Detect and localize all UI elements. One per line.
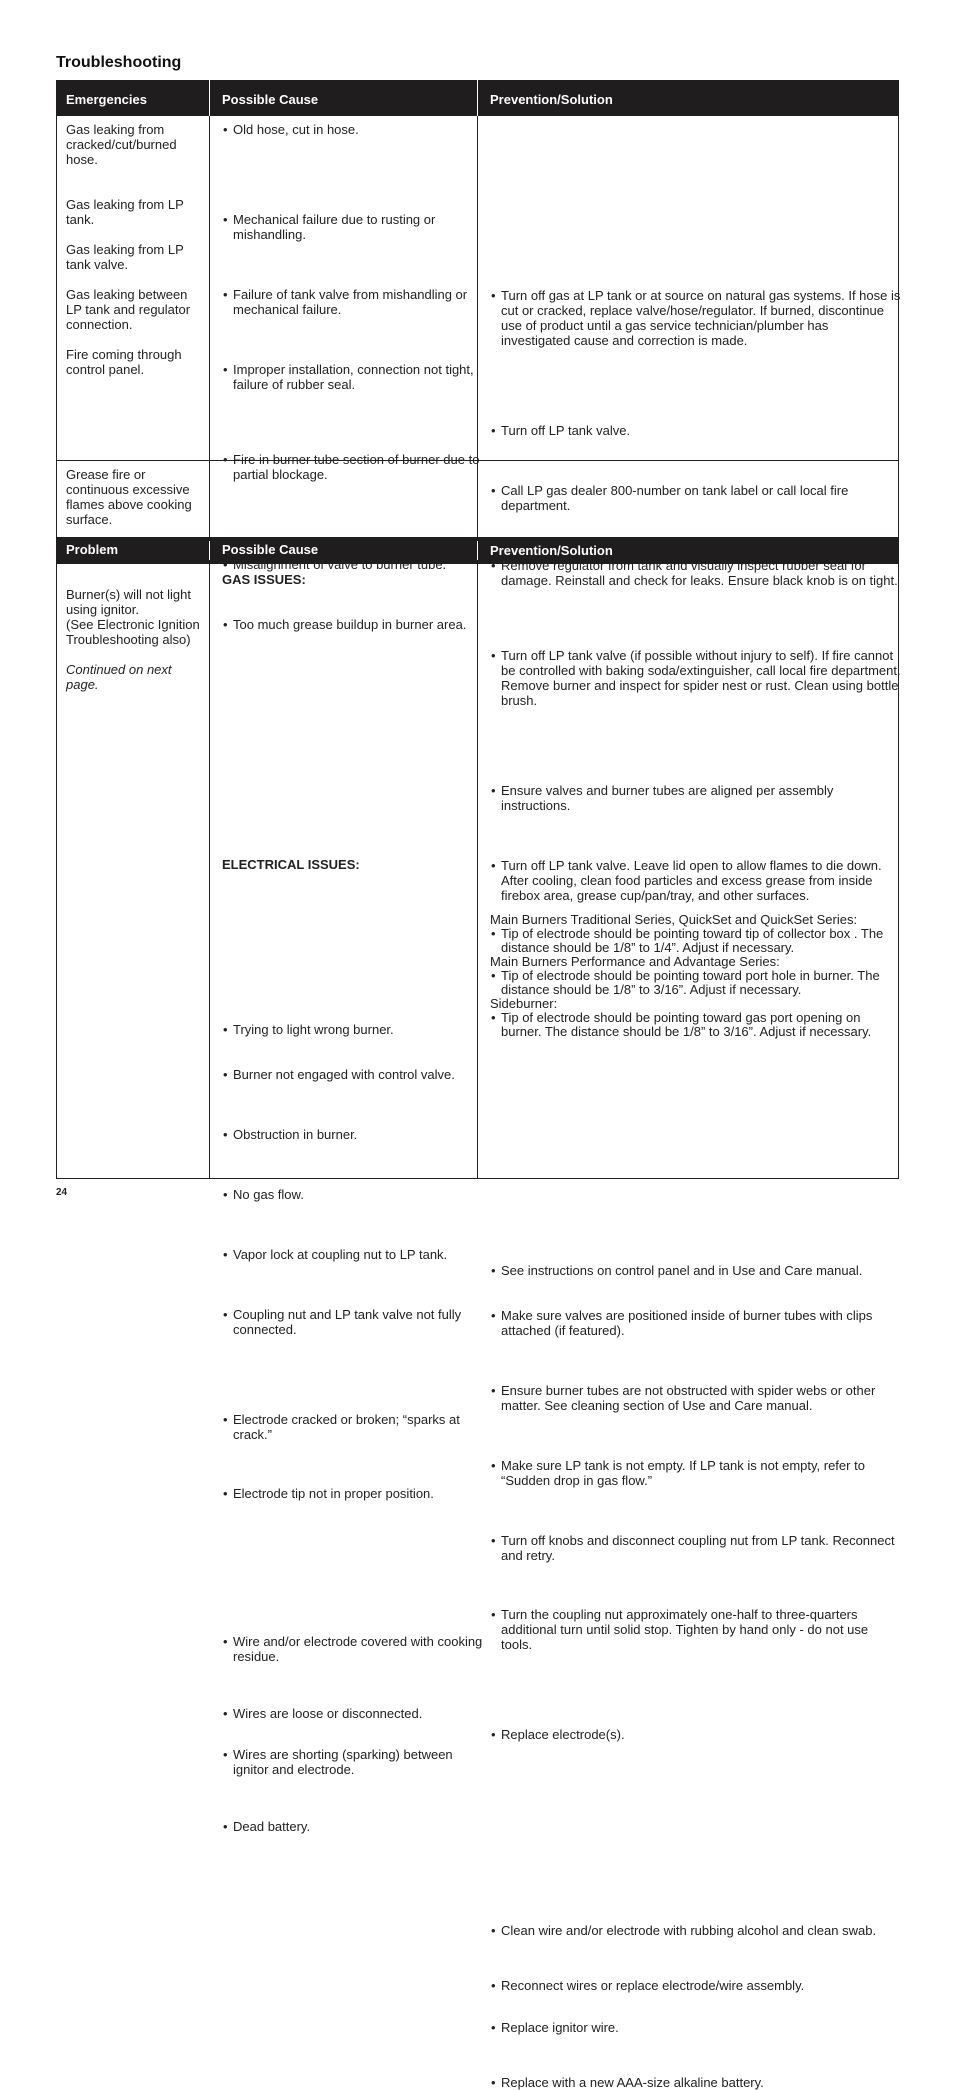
cause-item: • No gas flow.: [222, 1187, 485, 1202]
emergency-item: Grease fire or continuous excessive flames above cooking surface.: [66, 467, 192, 527]
header-possible-cause: Possible Cause: [222, 92, 319, 107]
solution-item: • Ensure valves and burner tubes are aligned per assembly instructions.: [490, 783, 901, 813]
header-prevention-solution: Prevention/Solution: [490, 543, 613, 558]
emergency-item: Gas leaking from cracked/cut/burned hose.: [66, 122, 177, 167]
cause-item: • Wire and/or electrode covered with cooking residue.: [222, 1634, 485, 1664]
solution-item: • Turn off LP tank valve.: [490, 423, 901, 438]
header-possible-cause: Possible Cause: [222, 542, 319, 557]
header-emergencies: Emergencies: [66, 92, 147, 107]
series-heading: Main Burners Performance and Advantage Series:: [490, 954, 780, 969]
header-prevention-solution: Prevention/Solution: [490, 92, 613, 107]
emergency-item: Gas leaking between LP tank and regulator connection.: [66, 287, 191, 332]
cause-item: • Misalignment of valve to burner tube.: [222, 557, 485, 572]
electrical-issues-heading: ELECTRICAL ISSUES:: [222, 857, 360, 872]
series-heading: Sideburner:: [490, 996, 558, 1011]
cause-item: • Mechanical failure due to rusting or mishandling.: [222, 212, 485, 242]
header-problem: Problem: [66, 542, 119, 557]
header-separator: [209, 80, 210, 116]
cause-item: • Burner not engaged with control valve.: [222, 1067, 485, 1082]
cause-item: • Electrode cracked or broken; “sparks at crack.”: [222, 1412, 485, 1442]
solution-item: • Tip of electrode should be pointing toward tip of collector box . The distance should be 1/8” to 1/4”. Adjust if necessary.: [490, 927, 890, 955]
solution-item: • Turn the coupling nut approximately one-half to three-quarters additional turn until solid stop. Tighten by hand only - do not use tools.: [490, 1607, 901, 1652]
solution-item: • See instructions on control panel and in Use and Care manual.: [490, 1263, 901, 1278]
problem-note: (See Electronic Ignition Troubleshooting also): [66, 617, 200, 647]
header-separator: [209, 541, 210, 560]
cause-item: • Coupling nut and LP tank valve not fully connected.: [222, 1307, 485, 1337]
electrode-position-instructions: [490, 913, 890, 1039]
page-number: 24: [56, 1187, 68, 1198]
column-divider: [209, 80, 210, 1179]
cause-item: • Vapor lock at coupling nut to LP tank.: [222, 1247, 485, 1262]
solution-item: • Turn off gas at LP tank or at source on natural gas systems. If hose is cut or cracked, replace valve/hose/regulator. If burned, discontinue use of product until a gas service technician/plumber has investigated cause and correction is made.: [490, 288, 901, 348]
page-title: Troubleshooting: [56, 54, 182, 71]
table-border-left: [56, 80, 57, 1179]
emergency-item: Gas leaking from LP tank valve.: [66, 242, 184, 272]
solution-item: • Reconnect wires or replace electrode/wire assembly.: [490, 1978, 901, 1993]
cause-item: • Too much grease buildup in burner area.: [222, 617, 485, 632]
solution-item: • Clean wire and/or electrode with rubbing alcohol and clean swab.: [490, 1923, 901, 1938]
solution-item: • Call LP gas dealer 800-number on tank label or call local fire department.: [490, 483, 901, 513]
cause-item: • Dead battery.: [222, 1819, 485, 1834]
table-border-bottom: [56, 1178, 899, 1179]
cause-item: • Improper installation, connection not tight, failure of rubber seal.: [222, 362, 485, 392]
problem-item: Burner(s) will not light using ignitor.: [66, 587, 191, 617]
cause-item: • Failure of tank valve from mishandling or mechanical failure.: [222, 287, 485, 317]
cause-item: • Trying to light wrong burner.: [222, 1022, 485, 1037]
cause-item: • Wires are shorting (sparking) between ignitor and electrode.: [222, 1747, 485, 1777]
solution-item: • Tip of electrode should be pointing toward gas port opening on burner. The distance should be 1/8” to 3/16”. Adjust if necessary.: [490, 1011, 890, 1039]
emergency-item: Fire coming through control panel.: [66, 347, 182, 377]
cause-item: • Electrode tip not in proper position.: [222, 1486, 485, 1501]
cause-item: • Wires are loose or disconnected.: [222, 1706, 485, 1721]
solution-item: • Tip of electrode should be pointing toward port hole in burner. The distance should be 1/8” to 3/16”. Adjust if necessary.: [490, 969, 890, 997]
series-heading: Main Burners Traditional Series, QuickSet and QuickSet Series:: [490, 912, 858, 927]
solution-item: • Turn off LP tank valve. Leave lid open to allow flames to die down. After cooling, clean food particles and excess grease from inside firebox area, grease cup/pan/tray, and other surfaces.: [490, 858, 901, 903]
solution-item: • Make sure valves are positioned inside of burner tubes with clips attached (if featured).: [490, 1308, 901, 1338]
cause-item: • Old hose, cut in hose.: [222, 122, 485, 137]
solution-item: • Replace ignitor wire.: [490, 2020, 901, 2035]
solution-item: • Remove regulator from tank and visually inspect rubber seal for damage. Reinstall and check for leaks. Ensure black knob is on tight.: [490, 558, 901, 588]
emergency-item: Gas leaking from LP tank.: [66, 197, 184, 227]
solution-item: • Make sure LP tank is not empty. If LP tank is not empty, refer to “Sudden drop in gas flow.”: [490, 1458, 901, 1488]
header-separator: [477, 80, 478, 116]
solution-item: • Ensure burner tubes are not obstructed with spider webs or other matter. See cleaning section of Use and Care manual.: [490, 1383, 901, 1413]
table-border-right: [898, 80, 899, 1179]
gas-issues-heading: GAS ISSUES:: [222, 572, 306, 587]
solution-item: • Turn off LP tank valve (if possible without injury to self). If fire cannot be controlled with baking soda/extinguisher, call local fire department. Remove burner and inspect for spider nest or rust. Clean using bottle brush.: [490, 648, 901, 708]
cause-item: • Obstruction in burner.: [222, 1127, 485, 1142]
solution-item: • Replace with a new AAA-size alkaline battery.: [490, 2075, 901, 2090]
cause-item: • Fire in burner tube section of burner due to partial blockage.: [222, 452, 485, 482]
solution-item: • Replace electrode(s).: [490, 1727, 901, 1742]
solution-item: • Turn off knobs and disconnect coupling nut from LP tank. Reconnect and retry.: [490, 1533, 901, 1563]
continued-note: Continued on next page.: [66, 662, 172, 692]
